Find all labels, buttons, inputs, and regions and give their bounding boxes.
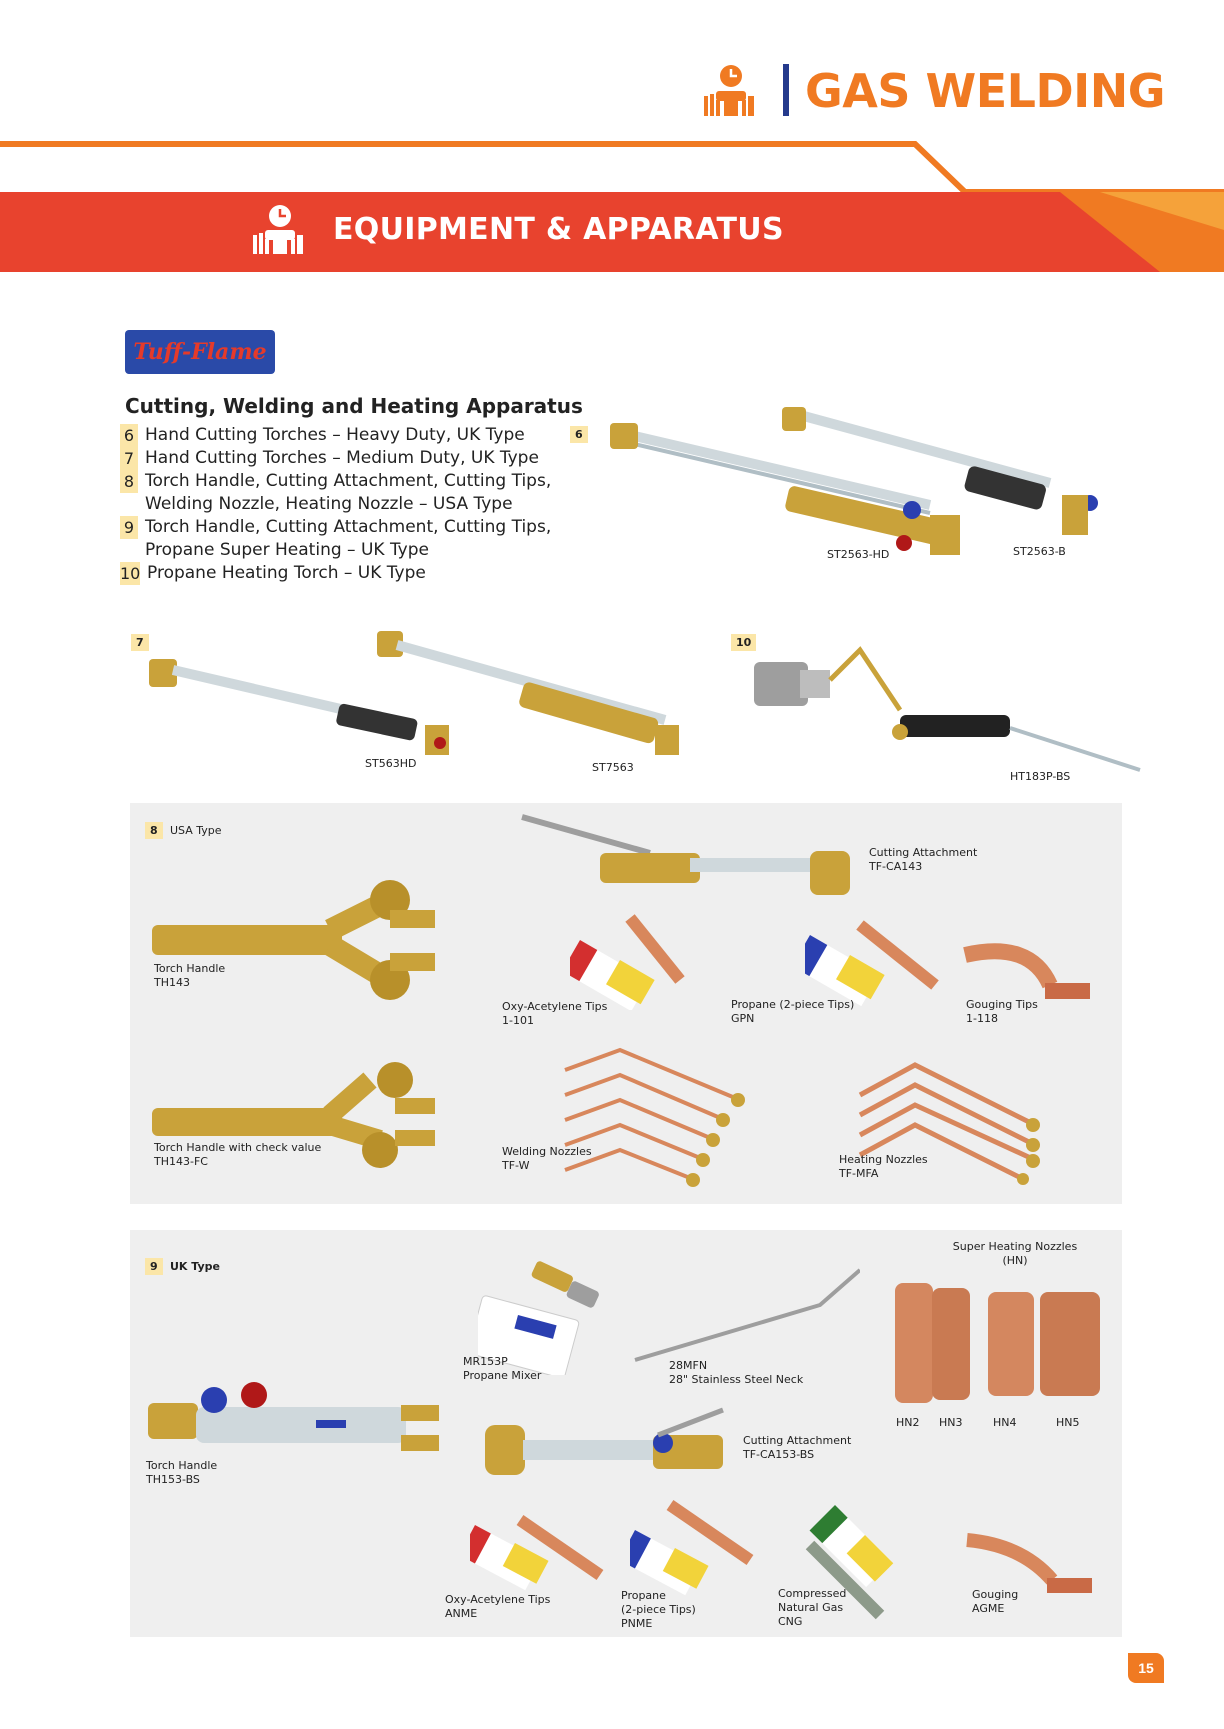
product-label: HN3: [939, 1416, 963, 1429]
product-label: Propane (2-piece Tips) PNME: [621, 1589, 696, 1630]
steel-neck-image: [630, 1265, 860, 1365]
product-label: Heating Nozzles TF-MFA: [839, 1153, 928, 1180]
product-label: HN4: [993, 1416, 1017, 1429]
product-label: 28MFN 28" Stainless Steel Neck: [669, 1359, 804, 1386]
product-label: MR153P Propane Mixer: [463, 1355, 542, 1382]
product-label: Gouging AGME: [972, 1588, 1019, 1615]
list-item: 9 Torch Handle, Cutting Attachment, Cutting Tips, Propane Super Heating – UK Type: [120, 516, 551, 562]
product-label: Oxy-Acetylene Tips ANME: [445, 1593, 551, 1620]
product-label: Torch Handle TH143: [154, 962, 226, 989]
product-label: Cutting Attachment TF-CA143: [869, 846, 978, 873]
uk-oxy-tips-image: [470, 1515, 610, 1600]
banner-title: EQUIPMENT & APPARATUS: [333, 212, 784, 247]
page-title: GAS WELDING: [805, 64, 1166, 118]
badge-10: 10: [731, 634, 756, 651]
section-title: Cutting, Welding and Heating Apparatus: [125, 394, 583, 418]
product-label: ST7563: [592, 761, 634, 774]
badge-6: 6: [570, 426, 588, 443]
list-item: 7 Hand Cutting Torches – Medium Duty, UK Type: [120, 447, 551, 470]
product-label: Oxy-Acetylene Tips 1-101: [502, 1000, 608, 1027]
brand-logo: Tuff-Flame: [125, 330, 275, 374]
product-label: HT183P-BS: [1010, 770, 1071, 783]
list-item: 6 Hand Cutting Torches – Heavy Duty, UK Type: [120, 424, 551, 447]
product-label: HN5: [1056, 1416, 1080, 1429]
cutting-torch-image: [600, 405, 1120, 565]
product-label: Super Heating Nozzles (HN): [952, 1240, 1078, 1267]
product-label: HN2: [896, 1416, 920, 1429]
page-number: 15: [1128, 1653, 1164, 1683]
product-label: Propane (2-piece Tips) GPN: [731, 998, 855, 1025]
product-label: Welding Nozzles TF-W: [502, 1145, 592, 1172]
cutting-attachment-image: [520, 813, 860, 903]
uk-cutting-attachment-image: [483, 1405, 743, 1485]
propane-tips-image: [805, 920, 955, 1010]
product-label: ST2563-HD: [827, 548, 890, 561]
product-label: Gouging Tips 1-118: [966, 998, 1038, 1025]
banner-welding-icon: [250, 204, 306, 256]
panel-heading: USA Type: [170, 824, 222, 837]
header-divider: [783, 64, 789, 116]
cutting-torch-image: [145, 625, 705, 765]
product-label: Torch Handle TH153-BS: [146, 1459, 218, 1486]
badge-9: 9: [145, 1258, 163, 1275]
product-label: ST563HD: [365, 757, 417, 770]
product-label: Compressed Natural Gas CNG: [778, 1587, 847, 1628]
banner-background: [0, 140, 1224, 272]
badge-8: 8: [145, 822, 163, 839]
product-label: Torch Handle with check value TH143-FC: [154, 1141, 322, 1168]
panel-heading: UK Type: [170, 1260, 220, 1273]
badge-7: 7: [131, 634, 149, 651]
header-welding-icon: [700, 64, 758, 118]
propane-torch-image: [750, 640, 1150, 780]
apparatus-list: [120, 424, 551, 585]
oxy-tips-image: [570, 910, 720, 1010]
super-heating-nozzles-image: [890, 1278, 1110, 1408]
product-label: Cutting Attachment TF-CA153-BS: [743, 1434, 852, 1461]
product-label: ST2563-B: [1013, 545, 1066, 558]
list-item: 10 Propane Heating Torch – UK Type: [120, 563, 426, 583]
list-item: 8 Torch Handle, Cutting Attachment, Cutting Tips, Welding Nozzle, Heating Nozzle – USA Type: [120, 470, 551, 516]
